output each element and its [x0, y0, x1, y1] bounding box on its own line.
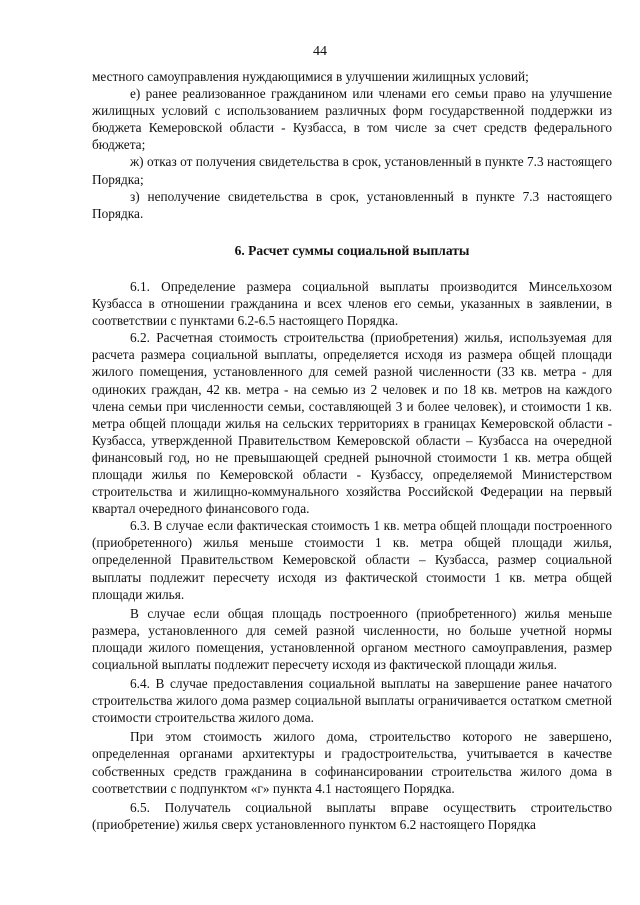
- document-body: [92, 68, 612, 833]
- paragraph-6-3: 6.3. В случае если фактическая стоимость 1 кв. метра общей площади построенного (приобретенного) жилья меньше стоимости 1 кв. метра общей площади жилья, определенной Правительством Кемеровской области – Кузбасса, размер социальной выплаты подлежит пересчету исходя из фактической стоимости 1 кв. метра общей площади жилья.: [92, 518, 612, 602]
- paragraph-6-4: 6.4. В случае предоставления социальной выплаты на завершение ранее начатого строительства жилого дома размер социальной выплаты ограничивается остатком сметной стоимости строительства жилого дома.: [92, 676, 612, 726]
- paragraph-continuation: местного самоуправления нуждающимися в улучшении жилищных условий;: [92, 69, 529, 84]
- page-number: 44: [313, 44, 327, 59]
- paragraph-6-3-cont: В случае если общая площадь построенного (приобретенного) жилья меньше размера, установленного для семей разной численности, но больше учетной нормы площади жилого помещения, установленной органом местного самоуправления, размер социальной выплаты подлежит пересчету исходя из фактической площади жилья.: [92, 605, 612, 672]
- section-heading: 6. Расчет суммы социальной выплаты: [234, 242, 470, 258]
- paragraph-item-z: з) неполучение свидетельства в срок, установленный в пункте 7.3 настоящего Порядка.: [92, 188, 612, 221]
- paragraph-6-2: 6.2. Расчетная стоимость строительства (приобретения) жилья, используемая для расчета размера социальной выплаты, определяется исходя из размера общей площади жилого помещения, установленного для семей разной численности (33 кв. метра - для одиноких граждан, 42 кв. метра - на семью из 2 человек и по 18 кв. метров на каждого члена семьи при численности семьи, составляющей 3 и более человек), и стоимости 1 кв. метра общей площади жилья на сельских территориях в границах Кемеровской области - Кузбасса, утвержденной Правительством Кемеровской области – Кузбасса на очередной финансовый год, но не превышающей средней рыночной стоимости 1 кв. метра общей площади жилья по Кемеровской области - Кузбассу, определяемой Министерством строительства и жилищно-коммунального хозяйства Российской Федерации на первый квартал очередного финансового года.: [92, 330, 612, 517]
- paragraph-6-5: 6.5. Получатель социальной выплаты вправе осуществить строительство (приобретение) жилья сверх установленного пунктом 6.2 настоящего Порядка: [92, 799, 612, 832]
- paragraph-item-e: е) ранее реализованное гражданином или членами его семьи право на улучшение жилищных условий с использованием различных форм государственной поддержки из бюджета Кемеровской области - Кузбасса, в том числе за счет средств федерального бюджета;: [92, 86, 612, 153]
- paragraph-item-zh: ж) отказ от получения свидетельства в срок, установленный в пункте 7.3 настоящего Порядка;: [92, 154, 612, 187]
- paragraph-6-4-cont: При этом стоимость жилого дома, строительство которого не завершено, определенная органами архитектуры и градостроительства, учитывается в качестве собственных средств гражданина в софинансировании строительства жилого дома в соответствии с подпунктом «г» пункта 4.1 настоящего Порядка.: [92, 729, 612, 796]
- paragraph-6-1: 6.1. Определение размера социальной выплаты производится Минсельхозом Кузбасса в отношении гражданина и всех членов его семьи, указанных в заявлении, в соответствии с пунктами 6.2-6.5 настоящего Порядка.: [92, 278, 612, 329]
